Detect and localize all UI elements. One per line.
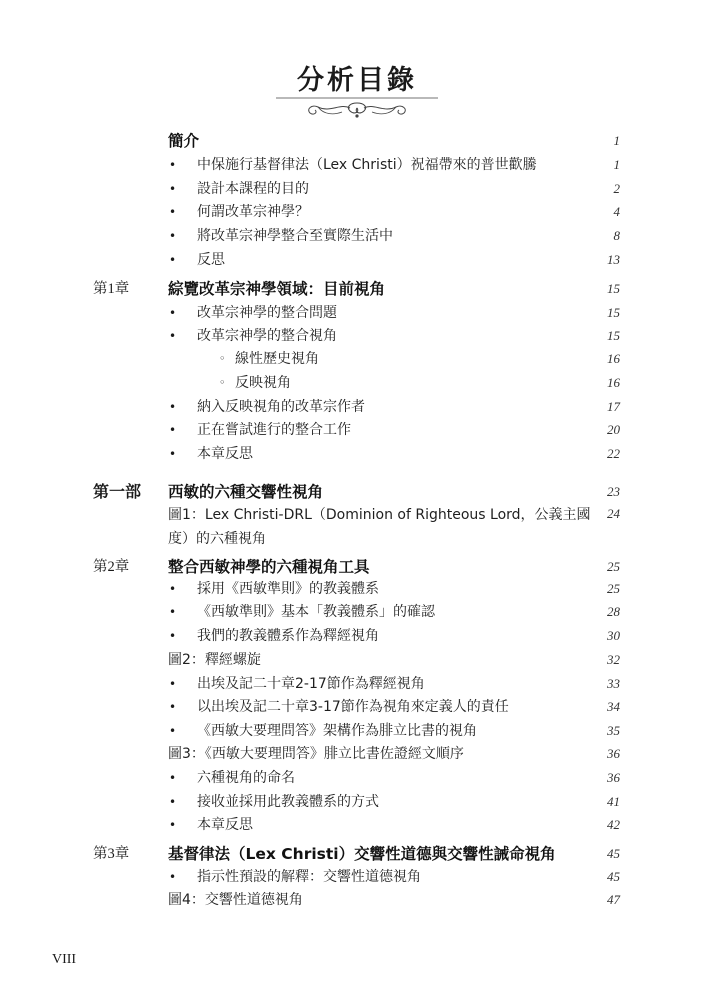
figure-entry: 圖3：《西敏大要理問答》腓立比書佐證經文順序 bbox=[168, 746, 464, 762]
toc-entry bbox=[0, 154, 714, 176]
toc-entry bbox=[0, 249, 714, 271]
toc-item: 將改革宗神學整合至實際生活中 bbox=[197, 228, 393, 244]
toc-entry bbox=[0, 649, 714, 671]
page-number: 23 bbox=[607, 484, 620, 499]
toc-entry bbox=[0, 443, 714, 465]
bullet-icon: • bbox=[169, 329, 177, 343]
page-number: 45 bbox=[607, 846, 620, 861]
toc-entry bbox=[0, 889, 714, 911]
toc-entry bbox=[0, 843, 714, 865]
toc-entry bbox=[0, 791, 714, 813]
toc-heading: 基督律法（Lex Christi）交響性道德與交響性誡命視角 bbox=[168, 845, 556, 863]
bullet-icon: • bbox=[169, 182, 177, 196]
toc-entry bbox=[0, 348, 714, 370]
page-number: 41 bbox=[607, 794, 620, 809]
page-number: 24 bbox=[607, 506, 620, 521]
page-number: 13 bbox=[607, 252, 620, 267]
toc-item: 設計本課程的目的 bbox=[197, 181, 309, 197]
toc-item: 出埃及記二十章2-17節作為釋經視角 bbox=[197, 676, 425, 692]
page-number: 25 bbox=[607, 559, 620, 574]
bullet-icon: • bbox=[169, 677, 177, 691]
toc-entry bbox=[0, 866, 714, 888]
bullet-icon: • bbox=[169, 870, 177, 884]
toc-item: 採用《西敏準則》的教義體系 bbox=[197, 581, 379, 597]
bullet-icon: • bbox=[169, 605, 177, 619]
figure-entry: 圖1：Lex Christi-DRL（Dominion of Righteous Lord，公義主國度）的六種視角 bbox=[168, 507, 591, 547]
toc-entry bbox=[0, 178, 714, 200]
page-number: 8 bbox=[613, 228, 620, 243]
page-number: 1 bbox=[613, 157, 620, 172]
toc-item: 反思 bbox=[197, 252, 225, 268]
page-number: 15 bbox=[607, 281, 620, 296]
page-number: 25 bbox=[607, 581, 620, 596]
bullet-icon: • bbox=[169, 795, 177, 809]
toc-item: 以出埃及記二十章3-17節作為視角來定義人的責任 bbox=[197, 699, 509, 715]
page-number: 28 bbox=[607, 604, 620, 619]
toc-heading: 綜覽改革宗神學領域：目前視角 bbox=[168, 280, 386, 298]
bullet-icon: • bbox=[169, 629, 177, 643]
toc-item: 納入反映視角的改革宗作者 bbox=[197, 399, 365, 415]
bullet-icon: • bbox=[169, 205, 177, 219]
toc-item: 正在嘗試進行的整合工作 bbox=[197, 422, 351, 438]
page-number: 47 bbox=[607, 892, 620, 907]
toc-entry bbox=[0, 673, 714, 695]
page-number: 30 bbox=[607, 628, 620, 643]
page-number: 35 bbox=[607, 723, 620, 738]
page-number: 4 bbox=[613, 204, 620, 219]
bullet-icon: • bbox=[169, 306, 177, 320]
toc-item: 改革宗神學的整合視角 bbox=[197, 328, 337, 344]
toc-heading: 西敏的六種交響性視角 bbox=[168, 483, 324, 501]
bullet-icon: • bbox=[169, 700, 177, 714]
toc-subitem: 反映視角 bbox=[235, 375, 291, 391]
toc-item: 中保施行基督律法（Lex Christi）祝福帶來的普世歡騰 bbox=[197, 157, 537, 173]
toc-item: 六種視角的命名 bbox=[197, 770, 295, 786]
sub-bullet-icon: ◦ bbox=[219, 376, 226, 389]
page-number: 16 bbox=[607, 375, 620, 390]
toc-entry bbox=[0, 556, 714, 578]
bullet-icon: • bbox=[169, 447, 177, 461]
ornament-divider-icon bbox=[272, 95, 442, 121]
toc-entry bbox=[0, 578, 714, 600]
toc-entry bbox=[0, 278, 714, 300]
part-label: 第一部 bbox=[93, 482, 142, 501]
toc-entry bbox=[0, 225, 714, 247]
toc-item: 改革宗神學的整合問題 bbox=[197, 305, 337, 321]
toc-entry bbox=[0, 372, 714, 394]
toc-entry bbox=[0, 302, 714, 324]
toc-item: 本章反思 bbox=[197, 817, 253, 833]
page-folio: VIII bbox=[52, 952, 77, 967]
toc-entry bbox=[0, 720, 714, 742]
page-number: 32 bbox=[607, 652, 620, 667]
toc-subitem: 線性歷史視角 bbox=[235, 351, 319, 367]
page-number: 34 bbox=[607, 699, 620, 714]
sub-bullet-icon: ◦ bbox=[219, 352, 226, 365]
page-number: 17 bbox=[607, 399, 620, 414]
page-title: 分析目錄 bbox=[297, 65, 417, 96]
page-number: 2 bbox=[613, 181, 620, 196]
page-number: 15 bbox=[607, 328, 620, 343]
toc-entry bbox=[0, 696, 714, 718]
page-number: 16 bbox=[607, 351, 620, 366]
page-number: 22 bbox=[607, 446, 620, 461]
bullet-icon: • bbox=[169, 229, 177, 243]
toc-heading: 簡介 bbox=[168, 132, 200, 150]
page-number: 33 bbox=[607, 676, 620, 691]
toc-entry bbox=[0, 201, 714, 223]
page-number: 1 bbox=[613, 133, 620, 148]
bullet-icon: • bbox=[169, 724, 177, 738]
toc-item: 接收並採用此教義體系的方式 bbox=[197, 794, 379, 810]
toc-entry bbox=[0, 481, 714, 503]
bullet-icon: • bbox=[169, 771, 177, 785]
figure-entry: 圖2：釋經螺旋 bbox=[168, 652, 261, 668]
toc-entry bbox=[0, 625, 714, 647]
bullet-icon: • bbox=[169, 818, 177, 832]
figure-entry: 圖4：交響性道德視角 bbox=[168, 892, 303, 908]
toc-entry bbox=[0, 503, 714, 547]
toc-item: 《西敏大要理問答》架構作為腓立比書的視角 bbox=[197, 723, 477, 739]
toc-item: 我們的教義體系作為釋經視角 bbox=[197, 628, 379, 644]
bullet-icon: • bbox=[169, 400, 177, 414]
bullet-icon: • bbox=[169, 158, 177, 172]
toc-item: 指示性預設的解釋：交響性道德視角 bbox=[197, 869, 421, 885]
bullet-icon: • bbox=[169, 582, 177, 596]
page-number: 45 bbox=[607, 869, 620, 884]
toc-entry bbox=[0, 396, 714, 418]
toc-item: 本章反思 bbox=[197, 446, 253, 462]
page-number: 20 bbox=[607, 422, 620, 437]
toc-item: 何謂改革宗神學？ bbox=[197, 204, 309, 220]
toc-entry bbox=[0, 814, 714, 836]
toc-entry bbox=[0, 767, 714, 789]
toc-entry bbox=[0, 325, 714, 347]
toc-item: 《西敏準則》基本「教義體系」的確認 bbox=[197, 604, 435, 620]
bullet-icon: • bbox=[169, 423, 177, 437]
chapter-label: 第1章 bbox=[93, 281, 130, 297]
toc-heading: 整合西敏神學的六種視角工具 bbox=[168, 558, 370, 576]
page-number: 42 bbox=[607, 817, 620, 832]
toc-entry bbox=[0, 743, 714, 765]
chapter-label: 第2章 bbox=[93, 559, 130, 575]
page-number: 36 bbox=[607, 746, 620, 761]
page-number: 36 bbox=[607, 770, 620, 785]
toc-entry bbox=[0, 601, 714, 623]
toc-entry bbox=[0, 130, 714, 152]
toc-entry bbox=[0, 419, 714, 441]
page-number: 15 bbox=[607, 305, 620, 320]
chapter-label: 第3章 bbox=[93, 846, 130, 862]
bullet-icon: • bbox=[169, 253, 177, 267]
